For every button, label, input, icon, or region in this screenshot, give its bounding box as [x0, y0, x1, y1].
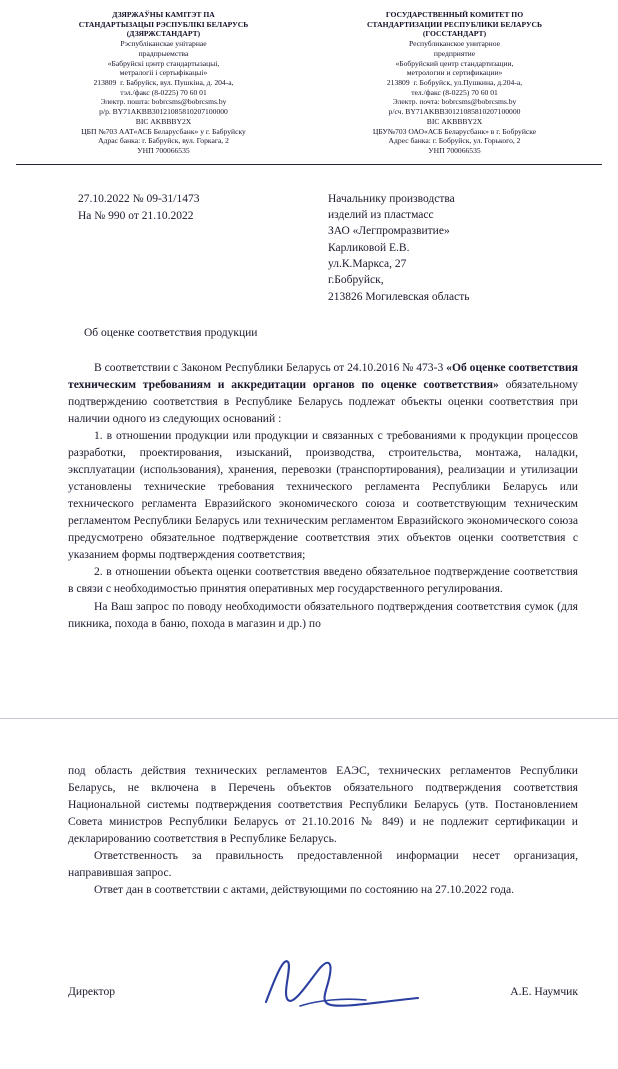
letterhead-left-line: Адрас банка: г. Бабруйск, вул. Горкага, 2	[98, 136, 229, 146]
letterhead-right-line: предприятие	[433, 48, 476, 58]
letterhead-left-column	[18, 10, 309, 156]
letterhead-left-line: (ДЗЯРЖСТАНДАРТ)	[126, 29, 201, 39]
letterhead-right-line: ЦБУ№703 ОАО«АСБ Беларусбанк» в г. Бобруйске	[372, 126, 537, 136]
letterhead-right-line: р/сч. BY71AKBB30121085810207100000	[388, 107, 521, 117]
outgoing-reference: 27.10.2022 № 09-31/1473	[78, 192, 200, 205]
body-paragraph-1	[68, 359, 578, 427]
letterhead-left-line: «Бабруйскі цэнтр стандартызацыі,	[107, 58, 220, 68]
letterhead-divider	[16, 164, 602, 165]
signature-row	[0, 985, 618, 998]
document-body	[0, 359, 618, 632]
body-paragraph-2: 1. в отношении продукции или продукции и связанных с требованиями к продукции процессов разработки, проектирования, изысканий, производства, строительства, монтажа, наладки, эксплуатации (использования), хранения, перевозки (транспортирования), реализации и утилизации установлены технические требования технического регламента Республики Беларусь или технического регламента Евразийского экономического союза и соответствующим техническим регламентом Республики Беларусь или техническим регламентом Евразийского экономического союза предусмотрено обязательное подтверждение соответствия этих объектов оценки соответствия с указанием формы подтверждения соответствия;	[68, 429, 578, 562]
body-paragraph-4: На Ваш запрос по поводу необходимости обязательного подтверждения соответствия сумок (для пикника, похода в баню, похода в магазин и др.) по	[68, 599, 578, 630]
body-paragraph-1-law-title: «Об оценке соответствия техническим требованиям и аккредитации органов по оценке соответствия»	[68, 361, 579, 392]
document-body-page2	[0, 762, 618, 898]
addressee-line: Карликовой Е.В.	[328, 241, 410, 254]
incoming-reference: На № 990 от 21.10.2022	[78, 210, 194, 223]
letterhead-left-line: СТАНДАРТЫЗАЦЫІ РЭСПУБЛІКІ БЕЛАРУСЬ	[78, 19, 249, 29]
letterhead-left-line: 213809 г. Бабруйск, вул. Пушкіна, д. 204-а,	[93, 78, 234, 88]
letterhead-right-line: Электр. почта: bobrcsms@bobrcsms.by	[392, 97, 517, 107]
letterhead-right-line: Республиканское унитарное	[408, 39, 500, 49]
signatory-position: Директор	[68, 985, 116, 998]
letterhead-left-line: ЦБП №703 ААТ«АСБ Беларусбанк» у г. Бабруйску	[81, 126, 246, 136]
addressee-line: г.Бобруйск,	[328, 274, 384, 287]
letterhead-right-line: тел./факс (8-0225) 70 60 01	[411, 87, 498, 97]
letterhead-left-line: прадпрыемства	[138, 48, 189, 58]
addressee-line: ул.К.Маркса, 27	[328, 258, 407, 271]
letterhead-right-line: метрологии и сертификации»	[406, 68, 503, 78]
page2-paragraph-3: Ответ дан в соответствии с актами, действующими по состоянию на 27.10.2022 года.	[94, 883, 515, 897]
letterhead-right-column	[309, 10, 600, 156]
meta-row	[0, 191, 618, 305]
addressee-line: изделий из пластмасс	[328, 209, 434, 222]
letterhead-right-line: СТАНДАРТИЗАЦИИ РЕСПУБЛИКИ БЕЛАРУСЬ	[366, 19, 543, 29]
letterhead-left-line: Рэспубліканскае унітарнае	[120, 39, 207, 49]
letterhead-right-line: 213809 г. Бобруйск, ул.Пушкина, д.204-а,	[386, 78, 523, 88]
addressee-line: ЗАО «Легпромразвитие»	[328, 225, 450, 238]
addressee-block	[328, 191, 600, 305]
page-break-divider	[0, 718, 618, 719]
letterhead-right-line: «Бобруйский центр стандартизации,	[395, 58, 514, 68]
addressee-line: Начальнику производства	[328, 192, 455, 205]
signatory-name: А.Е. Наумчик	[510, 985, 578, 998]
page2-paragraph-1: под область действия технических регламентов ЕАЭС, технических регламентов Республики Беларусь, не включена в Перечень объектов обязательного подтверждения соответствия Национальной системы подтверждения соответствия Республики Беларусь (утв. Постановлением Совета министров Республики Беларусь от 21.10.2016 № 849) и не подлежит сертификации и декларированию соответствия в Республике Беларусь.	[68, 764, 578, 846]
letterhead-left-line: Электр. пошта: bobrcsms@bobrcsms.by	[100, 97, 227, 107]
letterhead-left-line: ВIС AKBBBY2X	[135, 116, 192, 126]
letterhead-left-line: метралогіі і сертыфікацыі»	[119, 68, 208, 78]
letterhead-right-line: ГОСУДАРСТВЕННЫЙ КОМИТЕТ ПО	[385, 10, 524, 19]
letterhead-left-line: р/р. BY71AKBB30121085810207100000	[99, 107, 228, 117]
letterhead-left-line: ДЗЯРЖАЎНЫ КАМІТЭТ ПА	[112, 10, 215, 19]
addressee-line: 213826 Могилевская область	[328, 290, 470, 303]
document-subject: Об оценке соответствия продукции	[84, 327, 258, 340]
body-paragraph-3: 2. в отношении объекта оценки соответствия введено обязательное подтверждение соответствия в связи с необходимостью принятия оперативных мер государственного регулирования.	[68, 565, 578, 596]
letterhead-left-line: УНП 700066535	[137, 146, 190, 156]
letterhead-left-line: тэл./факс (8-0225) 70 60 01	[120, 87, 207, 97]
letterhead	[0, 0, 618, 156]
letterhead-right-line: Адрес банка: г. Бобруйск, ул. Горького, 2	[388, 136, 521, 146]
reference-block	[78, 191, 328, 305]
letterhead-right-line: ВIС AKBBBY2X	[426, 116, 483, 126]
page2-paragraph-2: Ответственность за правильность предоставленной информации несет организация, направившая запрос.	[68, 849, 578, 880]
letterhead-right-line: УНП 700066535	[428, 146, 481, 156]
body-paragraph-1-prefix: В соответствии с Законом Республики Беларусь от 24.10.2016 № 473-3	[94, 361, 447, 375]
letterhead-right-line: (ГОССТАНДАРТ)	[422, 29, 487, 39]
body-paragraph-1-suffix: обязательному подтверждению соответствия в Республике Беларусь подлежат объекты оценки соответствия при наличии одного из следующих оснований :	[68, 378, 578, 426]
